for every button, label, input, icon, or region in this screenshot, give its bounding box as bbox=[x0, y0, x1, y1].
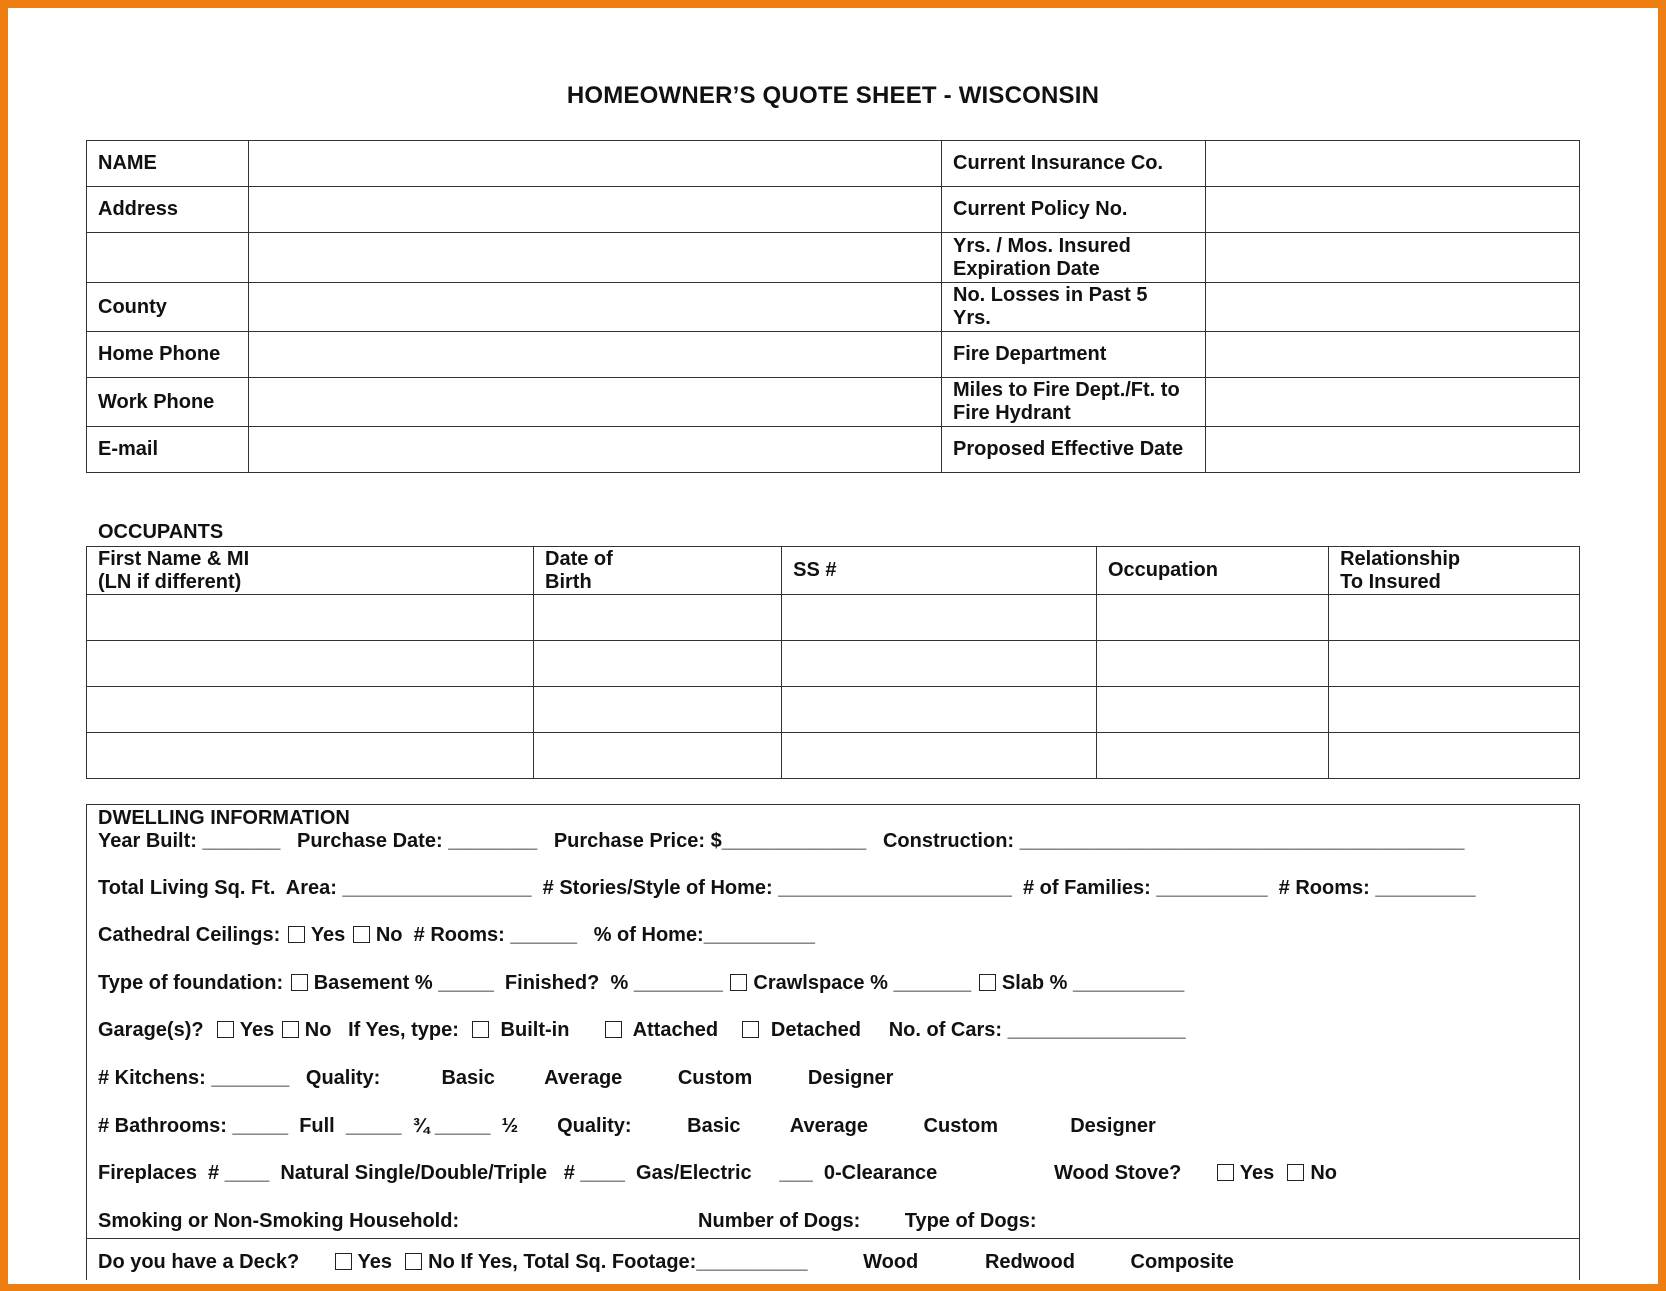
builtin-checkbox[interactable] bbox=[472, 1021, 489, 1038]
info-label-left bbox=[87, 187, 249, 233]
occupants-table bbox=[86, 546, 1580, 779]
info-label-right bbox=[942, 187, 1206, 233]
info-value-left[interactable] bbox=[249, 378, 942, 427]
occupant-cell[interactable] bbox=[534, 687, 782, 733]
info-label-left bbox=[87, 233, 249, 283]
occupant-cell[interactable] bbox=[782, 733, 1097, 779]
dwelling-line-fireplaces bbox=[98, 1161, 1337, 1185]
info-label-left-text: County bbox=[98, 295, 167, 318]
info-value-left[interactable] bbox=[249, 283, 942, 332]
garage-yes-checkbox[interactable] bbox=[217, 1021, 234, 1038]
info-value-right[interactable] bbox=[1206, 141, 1580, 187]
dwelling-title: DWELLING INFORMATION bbox=[98, 807, 350, 829]
deck-no-checkbox[interactable] bbox=[405, 1253, 422, 1270]
info-row bbox=[87, 378, 1580, 427]
occupant-cell[interactable] bbox=[782, 595, 1097, 641]
occupant-cell[interactable] bbox=[782, 641, 1097, 687]
slab-checkbox[interactable] bbox=[979, 974, 996, 991]
occupant-row bbox=[87, 641, 1580, 687]
fireplaces-text: Fireplaces # ____ Natural Single/Double/Triple # ____ Gas/Electric ___ 0-Clearance Wood Stove? bbox=[98, 1162, 1215, 1184]
info-label-right bbox=[942, 141, 1206, 187]
occupants-header-text: Occupation bbox=[1107, 559, 1218, 581]
info-label-right-text: Fire Department bbox=[953, 343, 1107, 365]
dwelling-line-living-area bbox=[98, 876, 1475, 900]
builtin-label: Built-in bbox=[494, 1019, 603, 1041]
info-label-left bbox=[87, 141, 249, 187]
garage-type-label: No If Yes, type: bbox=[304, 1019, 470, 1041]
info-value-right[interactable] bbox=[1206, 378, 1580, 427]
dwelling-line-cathedral bbox=[98, 923, 815, 947]
info-label-right bbox=[942, 332, 1206, 378]
foundation-label: Type of foundation: bbox=[98, 972, 289, 994]
info-value-right[interactable] bbox=[1206, 187, 1580, 233]
info-value-left[interactable] bbox=[249, 141, 942, 187]
info-row bbox=[87, 283, 1580, 332]
living-area-text: Total Living Sq. Ft. Area: _________________ # Stories/Style of Home: _____________________ # of Families: __________ # Rooms: _________ bbox=[98, 877, 1476, 899]
occupant-row bbox=[87, 595, 1580, 641]
info-label-right-text: Current Policy No. bbox=[953, 198, 1128, 220]
occupants-header-text: Relationship To Insured bbox=[1340, 547, 1461, 593]
deck-divider bbox=[86, 1238, 1580, 1239]
info-value-left[interactable] bbox=[249, 427, 942, 473]
info-label-right-text: Current Insurance Co. bbox=[953, 152, 1164, 174]
garage-label: Garage(s)? bbox=[98, 1019, 215, 1041]
occupant-cell[interactable] bbox=[87, 641, 534, 687]
dwelling-line-smoking bbox=[98, 1209, 1037, 1233]
info-row bbox=[87, 187, 1580, 233]
cathedral-rest-text: No # Rooms: ______ % of Home:__________ bbox=[375, 924, 815, 946]
crawlspace-text: Crawlspace % _______ bbox=[753, 972, 977, 994]
info-row bbox=[87, 332, 1580, 378]
dwelling-line-year-built bbox=[98, 829, 1465, 853]
smoking-dogs-text: Smoking or Non-Smoking Household: Number of Dogs: Type of Dogs: bbox=[98, 1210, 1037, 1232]
info-label-left-text: NAME bbox=[98, 152, 157, 174]
info-label-left bbox=[87, 378, 249, 427]
wood-stove-no-label: No bbox=[1310, 1162, 1338, 1184]
deck-rest-text: No If Yes, Total Sq. Footage:__________ Wood Redwood Composite bbox=[428, 1251, 1234, 1273]
occupant-cell[interactable] bbox=[1096, 687, 1328, 733]
occupant-cell[interactable] bbox=[782, 687, 1097, 733]
basement-checkbox[interactable] bbox=[291, 974, 308, 991]
info-row bbox=[87, 233, 1580, 283]
crawlspace-checkbox[interactable] bbox=[730, 974, 747, 991]
occupant-cell[interactable] bbox=[1096, 595, 1328, 641]
occupants-header-cell bbox=[1096, 547, 1328, 595]
info-label-right bbox=[942, 233, 1206, 283]
info-value-left[interactable] bbox=[249, 187, 942, 233]
occupants-header-cell bbox=[87, 547, 534, 595]
occupants-title: OCCUPANTS bbox=[98, 521, 224, 543]
dwelling-line-kitchens bbox=[98, 1066, 893, 1090]
info-label-right-text: No. Losses in Past 5 Yrs. bbox=[953, 284, 1148, 329]
occupant-cell[interactable] bbox=[1329, 641, 1580, 687]
occupant-cell[interactable] bbox=[534, 595, 782, 641]
info-label-left-text: Home Phone bbox=[98, 343, 221, 365]
info-label-right-text: Yrs. / Mos. Insured Expiration Date bbox=[953, 234, 1131, 280]
wood-stove-yes-checkbox[interactable] bbox=[1217, 1164, 1234, 1181]
info-row bbox=[87, 427, 1580, 473]
occupant-cell[interactable] bbox=[1096, 641, 1328, 687]
detached-cars-text: Detached No. of Cars: ________________ bbox=[765, 1019, 1186, 1041]
basement-text: Basement % _____ Finished? % ________ bbox=[313, 972, 729, 994]
occupant-row bbox=[87, 687, 1580, 733]
wood-stove-no-checkbox[interactable] bbox=[1287, 1164, 1304, 1181]
garage-no-checkbox[interactable] bbox=[282, 1021, 299, 1038]
info-label-right bbox=[942, 378, 1206, 427]
info-value-right[interactable] bbox=[1206, 233, 1580, 283]
info-label-right-text: Proposed Effective Date bbox=[953, 438, 1184, 460]
applicant-info-table bbox=[86, 140, 1580, 473]
info-value-right[interactable] bbox=[1206, 283, 1580, 332]
occupants-header-cell bbox=[534, 547, 782, 595]
occupant-row bbox=[87, 733, 1580, 779]
garage-yes-label: Yes bbox=[239, 1019, 280, 1041]
info-label-left bbox=[87, 427, 249, 473]
info-label-left bbox=[87, 332, 249, 378]
occupant-cell[interactable] bbox=[534, 733, 782, 779]
occupants-header-text: Date of Birth bbox=[545, 547, 613, 593]
deck-label: Do you have a Deck? bbox=[98, 1251, 333, 1273]
info-label-left bbox=[87, 283, 249, 332]
cathedral-no-checkbox[interactable] bbox=[353, 926, 370, 943]
occupant-cell[interactable] bbox=[1329, 733, 1580, 779]
occupants-header-text: SS # bbox=[793, 559, 837, 581]
occupant-cell[interactable] bbox=[87, 687, 534, 733]
slab-text: Slab % __________ bbox=[1001, 972, 1185, 994]
occupants-header-text: First Name & MI (LN if different) bbox=[98, 547, 250, 593]
kitchens-text: # Kitchens: _______ Quality: Basic Average Custom Designer bbox=[98, 1067, 894, 1089]
info-label-right bbox=[942, 427, 1206, 473]
cathedral-label: Cathedral Ceilings: bbox=[98, 924, 286, 946]
cathedral-yes-label: Yes bbox=[310, 924, 351, 946]
info-label-left-text: Work Phone bbox=[98, 390, 215, 413]
info-value-right[interactable] bbox=[1206, 332, 1580, 378]
info-label-right bbox=[942, 283, 1206, 332]
occupant-cell[interactable] bbox=[87, 733, 534, 779]
dwelling-line-bathrooms bbox=[98, 1114, 1156, 1138]
wood-stove-yes-label: Yes bbox=[1239, 1162, 1286, 1184]
occupants-header-cell bbox=[1329, 547, 1580, 595]
occupants-header-row bbox=[87, 547, 1580, 595]
occupant-cell[interactable] bbox=[1329, 687, 1580, 733]
info-value-left[interactable] bbox=[249, 233, 942, 283]
occupant-cell[interactable] bbox=[534, 641, 782, 687]
dwelling-line-deck bbox=[98, 1250, 1234, 1274]
info-value-right[interactable] bbox=[1206, 427, 1580, 473]
cathedral-yes-checkbox[interactable] bbox=[288, 926, 305, 943]
info-label-left-text: E-mail bbox=[98, 438, 159, 460]
info-label-right-text: Miles to Fire Dept./Ft. to Fire Hydrant bbox=[953, 379, 1180, 424]
page-title: HOMEOWNER’S QUOTE SHEET - WISCONSIN bbox=[566, 82, 1100, 109]
dwelling-line-garage bbox=[98, 1018, 1186, 1042]
deck-yes-label: Yes bbox=[357, 1251, 404, 1273]
info-value-left[interactable] bbox=[249, 332, 942, 378]
info-row bbox=[87, 141, 1580, 187]
occupant-cell[interactable] bbox=[1329, 595, 1580, 641]
attached-checkbox[interactable] bbox=[605, 1021, 622, 1038]
occupants-header-cell bbox=[782, 547, 1097, 595]
detached-checkbox[interactable] bbox=[742, 1021, 759, 1038]
attached-label: Attached bbox=[627, 1019, 741, 1041]
year-built-text: Year Built: _______ Purchase Date: ________ Purchase Price: $_____________ Construction: ________________________________________ bbox=[98, 830, 1465, 852]
occupant-cell[interactable] bbox=[87, 595, 534, 641]
deck-yes-checkbox[interactable] bbox=[335, 1253, 352, 1270]
dwelling-line-foundation bbox=[98, 971, 1184, 995]
occupant-cell[interactable] bbox=[1096, 733, 1328, 779]
bathrooms-text: # Bathrooms: _____ Full _____ ¾ _____ ½ Quality: Basic Average Custom Designer bbox=[98, 1115, 1156, 1137]
info-label-left-text: Address bbox=[98, 198, 179, 220]
